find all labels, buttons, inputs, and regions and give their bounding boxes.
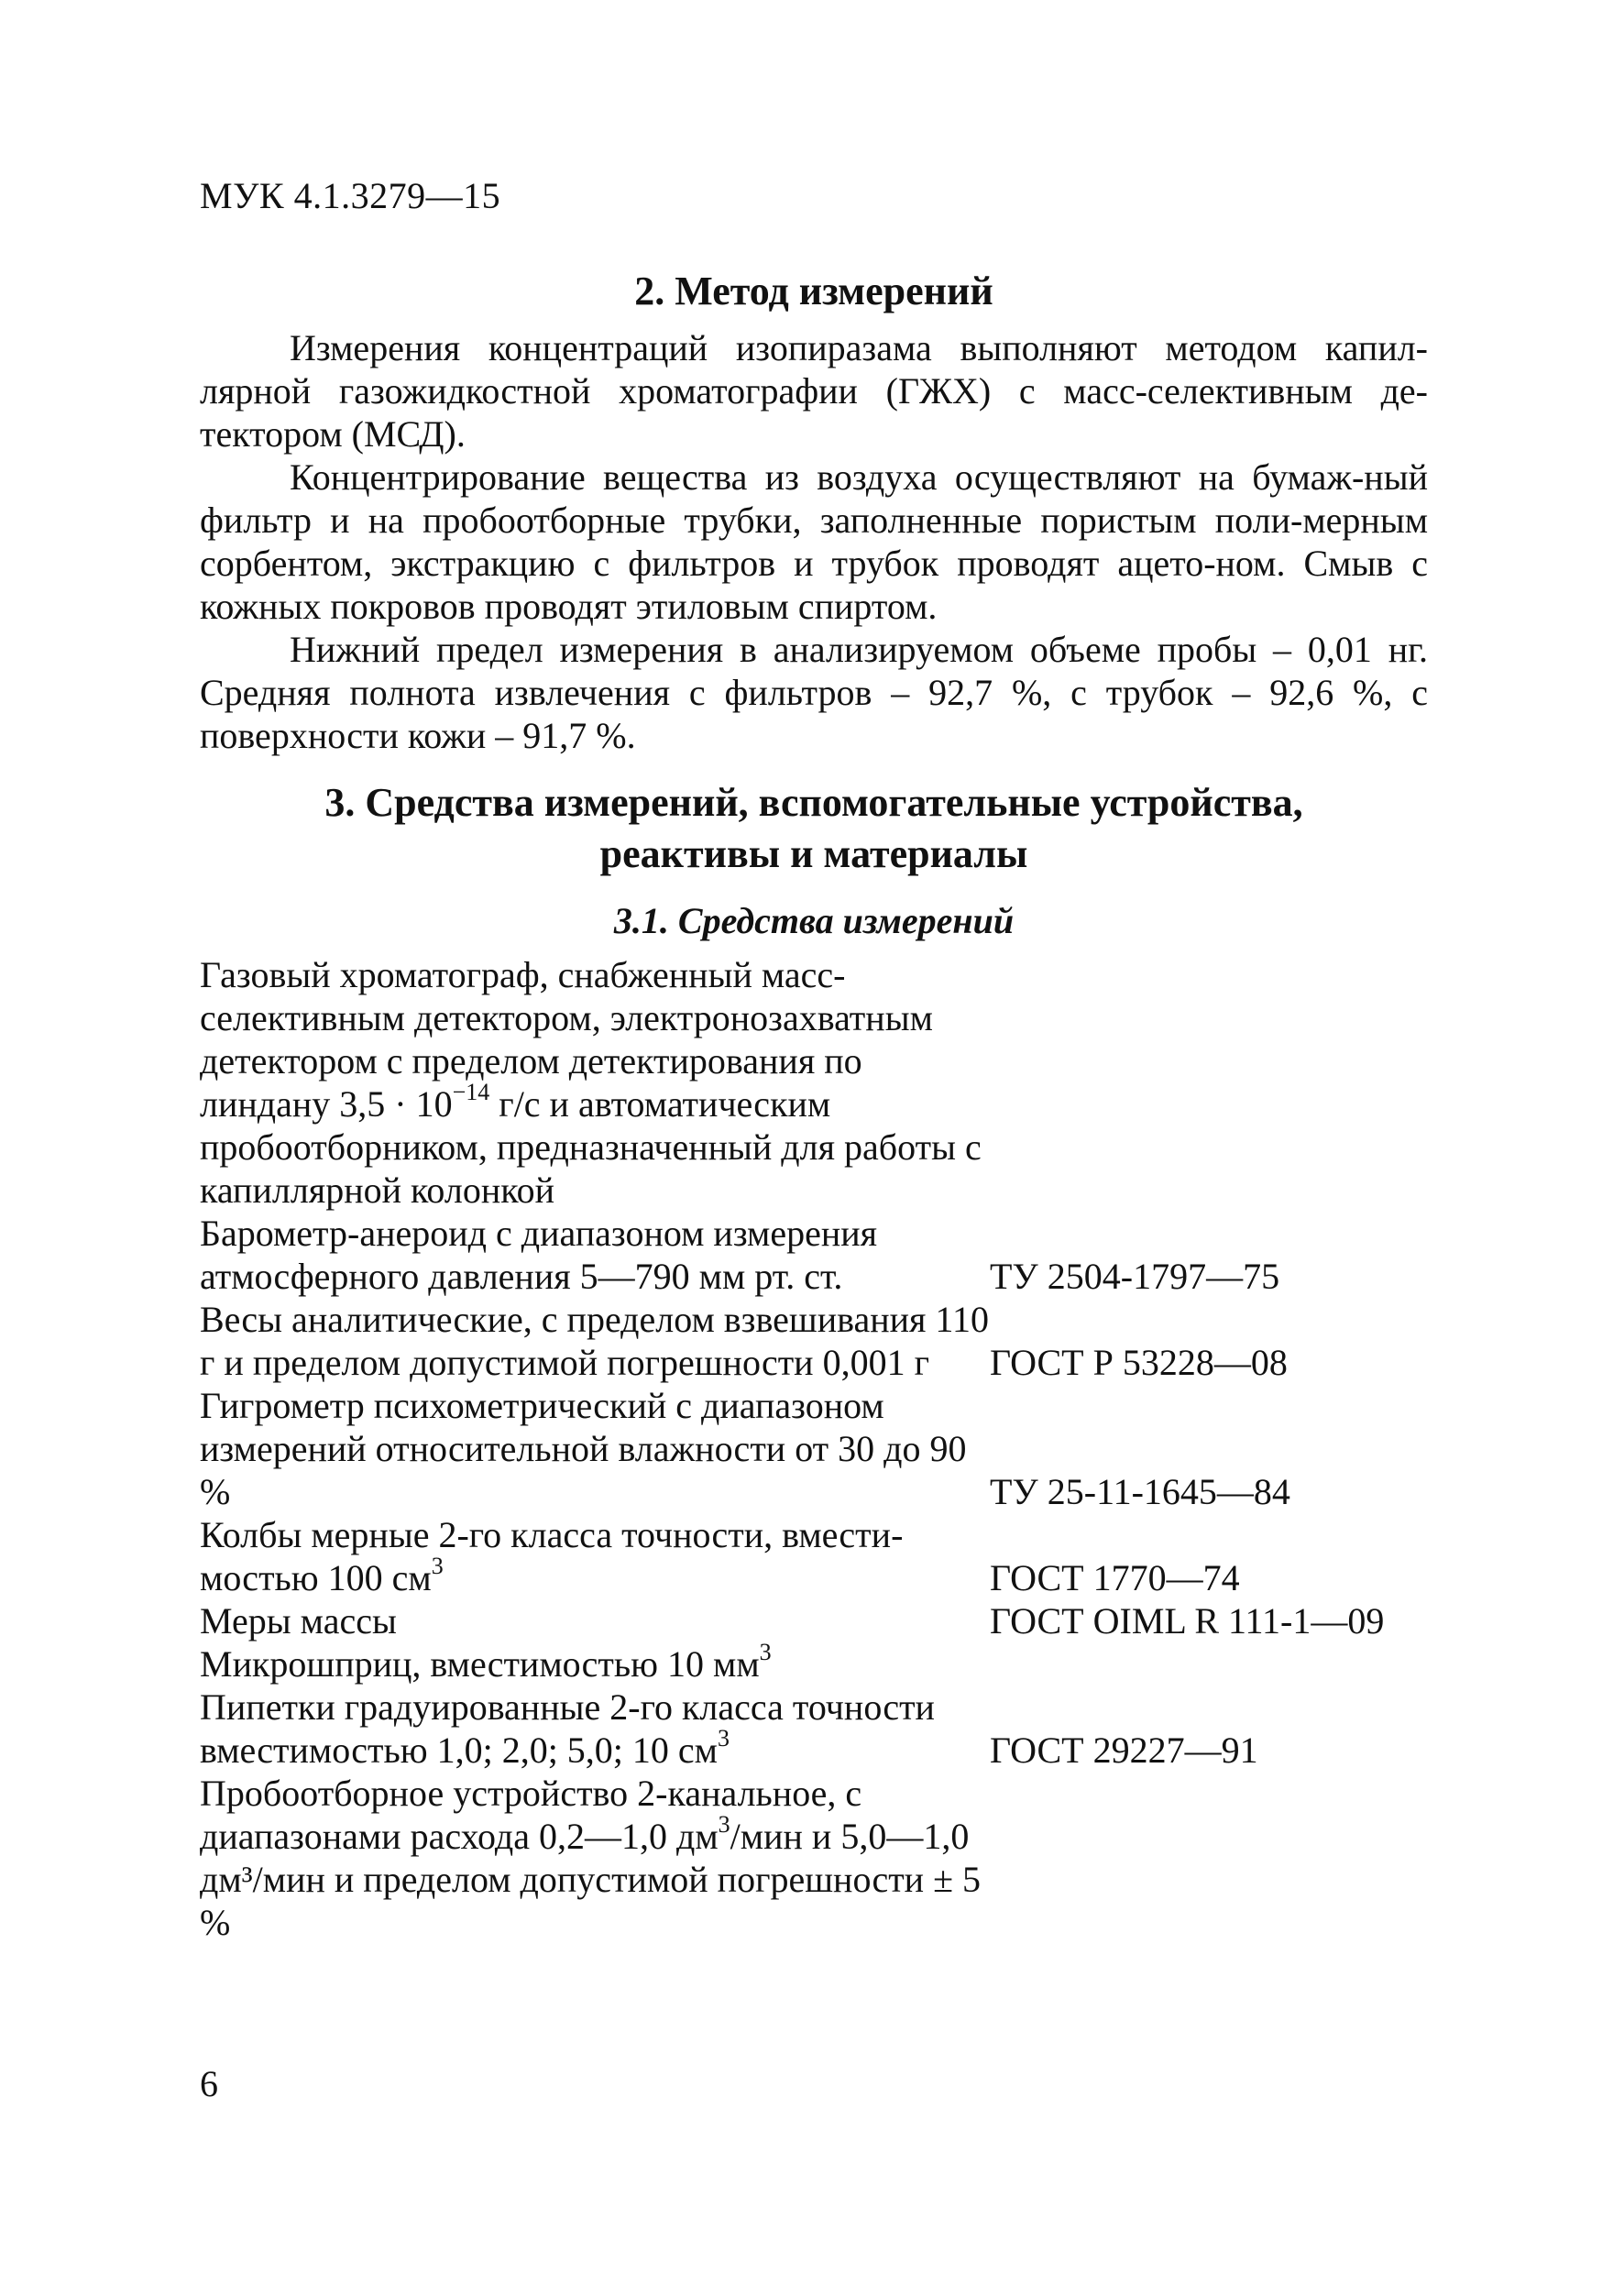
equipment-item [200,1384,1446,1513]
equipment-standard: ГОСТ OIML R 111-1—09 [990,1600,1385,1642]
equipment-standard: ГОСТ 29227—91 [990,1729,1258,1771]
equipment-description: Пробоотборное устройство 2-канальное, с диапазонами расхода 0,2—1,0 $дм^3$/мин и 5,0—1,0 дм³/мин и пределом допустимой погрешности ± 5 % [200,1773,982,1943]
equipment-standard: ГОСТ 1770—74 [990,1557,1240,1598]
equipment-description: Колбы мерные 2-го класса точности, вмести-мостью 100 $см^3$ [200,1514,904,1598]
section-2-paragraph: Нижний предел измерения в анализируемом объеме пробы – 0,01 нг. Средняя полнота извлечения с фильтров – 92,7 %, с трубок – 92,6 %, с поверхности кожи – 91,7 %. [200,629,1428,756]
equipment-item [200,1638,1446,1686]
section-3-title-line-1: 3. Средства измерений, вспомогательные устройства, [324,780,1303,825]
equipment-description: Барометр-анероид с диапазоном измерения атмосферного давления 5—790 мм рт. ст. [200,1213,878,1297]
equipment-description: Пипетки градуированные 2-го класса точности вместимостью 1,0; 2,0; 5,0; 10 $см^3$ [200,1686,935,1771]
equipment-item [200,1212,1446,1298]
section-2-paragraph: Концентрирование вещества из воздуха осуществляют на бумаж-ный фильтр и на пробоотборные трубки, заполненные пористым поли-мерным сорбентом, экстракцию с фильтров и трубок проводят ацето-ном. Смыв с кожных покровов проводят этиловым спиртом. [200,456,1428,627]
equipment-item [200,1513,1446,1599]
page-number: 6 [200,2063,218,2104]
equipment-description: Гигрометр психометрический с диапазоном измерений относительной влажности от 30 до 90 % [200,1385,967,1512]
equipment-item [200,953,1446,1212]
section-2-paragraph: Измерения концентраций изопиразама выполняют методом капил-лярной газожидкостной хроматографии (ГЖХ) с масс-селективным де-тектором (МСД). [200,327,1428,455]
running-head: МУК 4.1.3279—15 [200,175,501,216]
equipment-item [200,1298,1446,1384]
equipment-item [200,1686,1446,1772]
equipment-item [200,1772,1446,1944]
equipment-description: Микрошприц, вместимостью 10 $мм^3$ [200,1638,772,1685]
equipment-standard: ТУ 2504-1797—75 [990,1256,1280,1297]
equipment-list [200,953,1446,1944]
section-2-body [200,326,1428,757]
equipment-description: Весы аналитические, с пределом взвешивания 110 г и пределом допустимой погрешности 0,001 г [200,1299,989,1383]
subsection-3-1-title: 3.1. Средства измерений [613,900,1015,941]
equipment-description: Меры массы [200,1600,397,1642]
equipment-description: Газовый хроматограф, снабженный масс-селективным детектором, электронозахватным детектором с пределом детектирования по линдану $3,5 \cdot 10^{-14}$ г/с и автоматическим пробоотборником, предназначенный для работы с капиллярной колонкой [200,954,982,1211]
section-2-title: 2. Метод измерений [634,269,993,313]
equipment-standard: ТУ 25-11-1645—84 [990,1471,1290,1512]
equipment-item [200,1599,1446,1642]
equipment-standard: ГОСТ Р 53228—08 [990,1342,1288,1383]
section-3-title-line-2: реактивы и материалы [599,831,1028,876]
section-3-title [200,777,1428,880]
